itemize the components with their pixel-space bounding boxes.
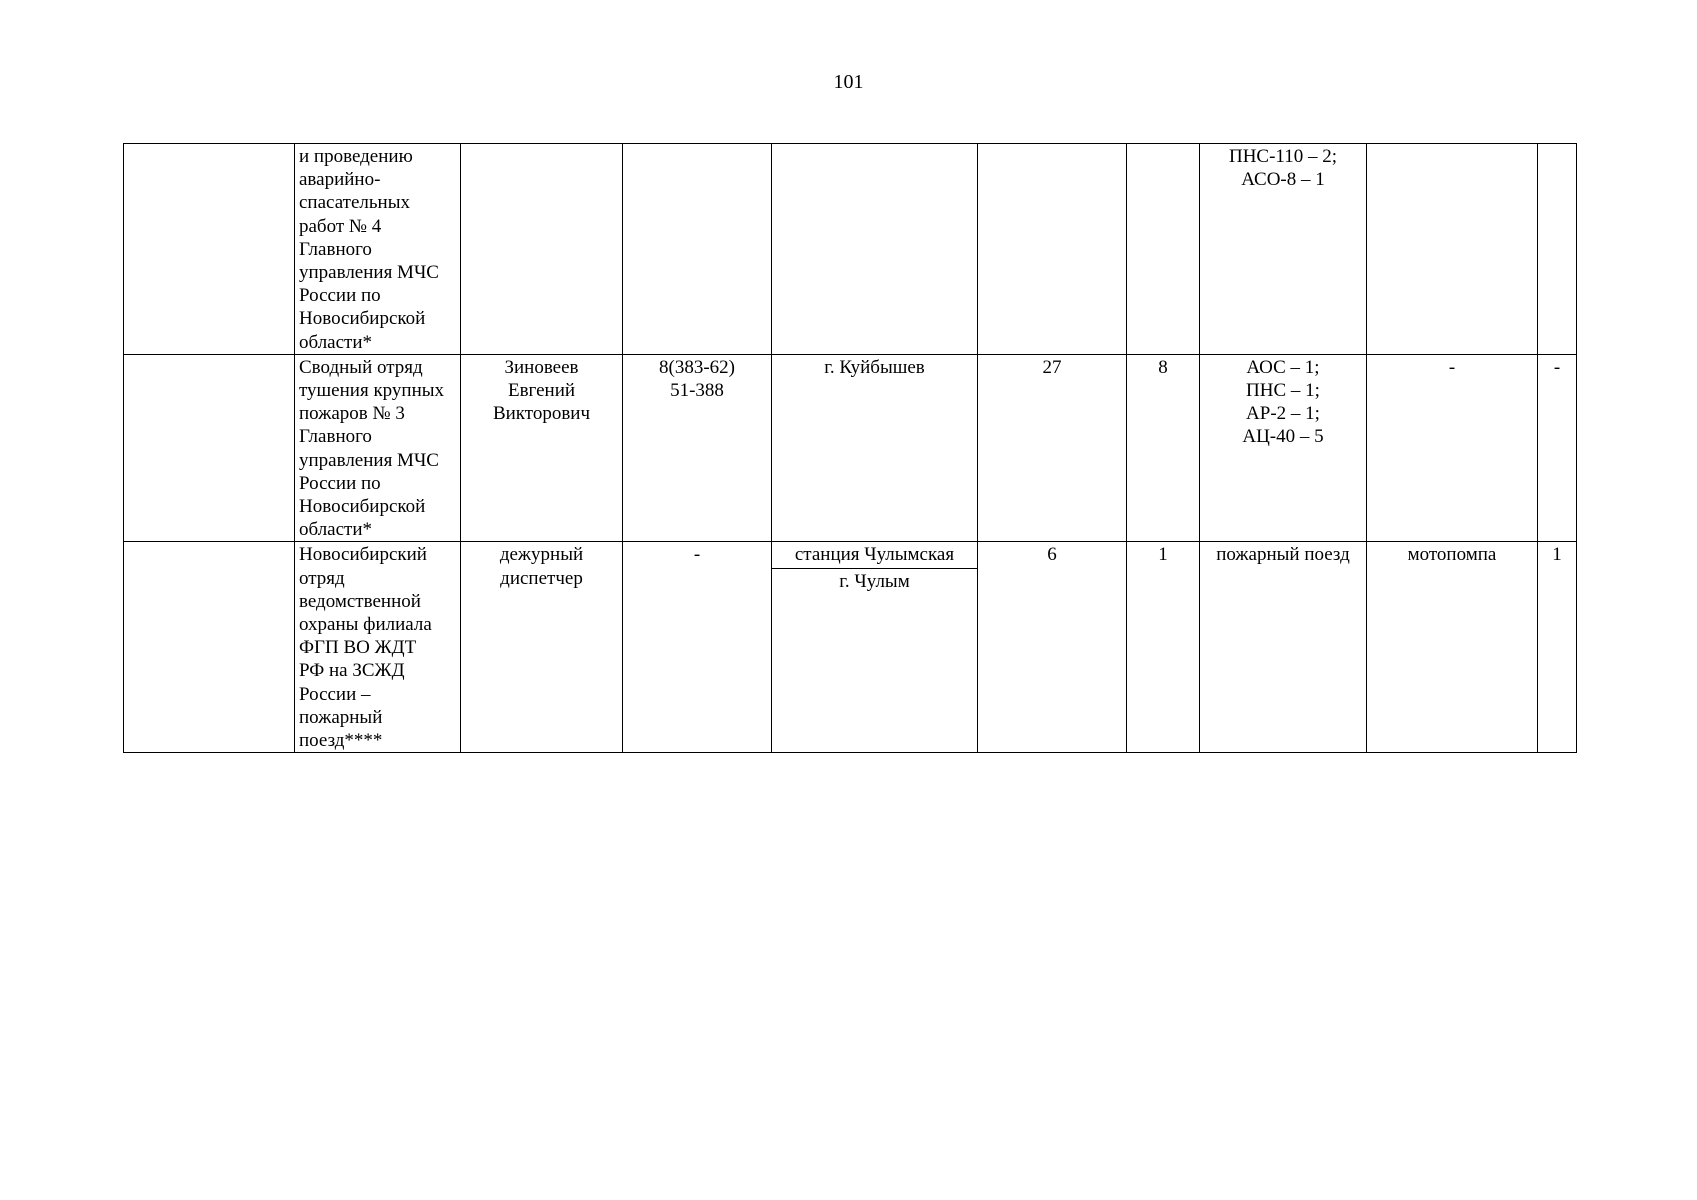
table-row	[124, 144, 1577, 355]
extra-equipment-cell	[1367, 354, 1538, 542]
cell-line: 51-388	[670, 380, 724, 402]
cell-text: мотопомпа	[1407, 544, 1497, 566]
cell-line: России по	[299, 472, 381, 494]
cell-line: управления МЧС	[299, 262, 439, 284]
cell-line: ФГП ВО ЖДТ	[299, 637, 417, 659]
cell-text: 27	[1042, 356, 1062, 378]
cell-line: ПНС – 1;	[1246, 380, 1320, 402]
blank-cell	[124, 144, 295, 355]
cell-line: отряд	[299, 567, 345, 589]
cell-line: работ № 4	[299, 215, 382, 237]
person-cell	[461, 354, 623, 542]
cell-text: 8	[1158, 356, 1168, 378]
cell-line: Новосибирский	[299, 544, 427, 566]
equipment-cell	[1200, 354, 1367, 542]
cell-line: Главного	[299, 238, 372, 260]
location-cell	[772, 542, 978, 753]
cell-line: Новосибирской	[299, 496, 426, 518]
cell-line: диспетчер	[500, 567, 583, 589]
cell-line: -	[693, 544, 701, 566]
cell-line: аварийно-	[299, 169, 381, 191]
staff-cell	[978, 542, 1127, 753]
cell-line: тушения крупных	[299, 380, 445, 402]
person-cell	[461, 144, 623, 355]
equipment-cell	[1200, 144, 1367, 355]
blank-cell	[124, 542, 295, 753]
cell-line: области*	[299, 331, 373, 353]
phone-cell	[623, 144, 772, 355]
person-cell	[461, 542, 623, 753]
unit-name-cell	[295, 354, 461, 542]
cell-text: 1	[1158, 544, 1168, 566]
cell-line: пожарный поезд	[1216, 544, 1350, 566]
cell-text: 6	[1047, 544, 1057, 566]
extra-count-cell	[1538, 354, 1577, 542]
location-cell	[772, 144, 978, 355]
cell-line: области*	[299, 519, 373, 541]
extra-count-cell	[1538, 144, 1577, 355]
shifts-cell	[1127, 354, 1200, 542]
cell-line: Новосибирской	[299, 308, 426, 330]
cell-line: управления МЧС	[299, 449, 439, 471]
cell-line: АЦ-40 – 5	[1242, 426, 1324, 448]
cell-line: Главного	[299, 426, 372, 448]
forces-table	[123, 143, 1577, 753]
equipment-cell	[1200, 542, 1367, 753]
unit-name-cell	[295, 144, 461, 355]
cell-line: дежурный	[499, 544, 584, 566]
cell-line: России –	[299, 683, 371, 705]
cell-text: -	[1448, 356, 1456, 378]
table-row	[124, 542, 1577, 753]
cell-line: охраны филиала	[299, 614, 432, 636]
cell-line: и проведению	[299, 146, 413, 167]
blank-cell	[124, 354, 295, 542]
staff-cell	[978, 354, 1127, 542]
cell-line: ведомственной	[299, 590, 421, 612]
cell-line: поезд****	[299, 730, 383, 752]
unit-name-cell	[295, 542, 461, 753]
cell-line: Викторович	[492, 403, 591, 425]
cell-line: АОС – 1;	[1246, 356, 1320, 378]
location-primary: станция Чулымская	[772, 543, 977, 568]
shifts-cell	[1127, 542, 1200, 753]
phone-cell	[623, 542, 772, 753]
page-number: 101	[833, 71, 864, 93]
cell-text: -	[1553, 356, 1561, 378]
shifts-cell	[1127, 144, 1200, 355]
cell-line: АР-2 – 1;	[1246, 403, 1320, 425]
cell-line: 8(383-62)	[659, 356, 735, 378]
cell-text: 1	[1552, 544, 1562, 566]
location-cell	[772, 354, 978, 542]
cell-line: Зиновеев	[504, 356, 579, 378]
cell-line: России по	[299, 285, 381, 307]
cell-line: пожаров № 3	[299, 403, 405, 425]
cell-line: спасательных	[299, 192, 410, 214]
phone-cell	[623, 354, 772, 542]
cell-line: Евгений	[507, 380, 576, 402]
cell-line: АСО-8 – 1	[1241, 169, 1325, 191]
extra-equipment-cell	[1367, 542, 1538, 753]
cell-text: г. Куйбышев	[824, 356, 925, 378]
staff-cell	[978, 144, 1127, 355]
table-row	[124, 354, 1577, 542]
cell-line: Сводный отряд	[299, 356, 423, 378]
extra-equipment-cell	[1367, 144, 1538, 355]
cell-line: РФ на ЗСЖД	[299, 660, 405, 682]
extra-count-cell	[1538, 542, 1577, 753]
cell-line: ПНС-110 – 2;	[1228, 146, 1338, 167]
location-secondary: г. Чулым	[839, 570, 910, 592]
cell-line: пожарный	[299, 706, 383, 728]
